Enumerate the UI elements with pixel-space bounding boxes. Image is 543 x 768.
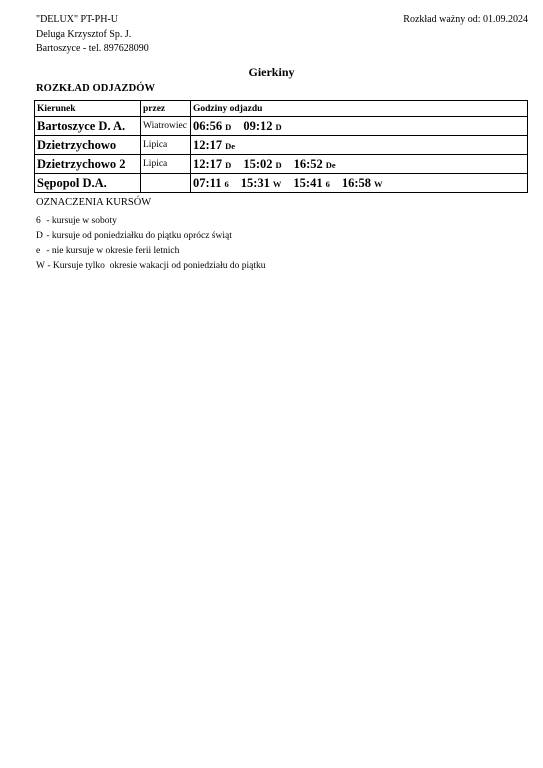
departure-time: 07:11 (193, 176, 222, 190)
departures-table (34, 100, 528, 193)
departure-time: 15:41 (293, 176, 323, 190)
header-via: przez (141, 101, 191, 117)
via-cell: Lipica (141, 136, 191, 155)
departure-time: 16:52 (293, 157, 323, 171)
departure-mark: 6 (325, 179, 330, 189)
direction-cell: Sępopol D.A. (35, 174, 141, 193)
departure-entry (243, 155, 281, 173)
company-owner: Deluga Krzysztof Sp. J. (36, 29, 132, 40)
departures-cell (191, 136, 528, 155)
company-phone: Bartoszyce - tel. 897628090 (36, 43, 149, 54)
departures-cell (191, 174, 528, 193)
legend-title: OZNACZENIA KURSÓW (36, 197, 152, 208)
header-direction: Kierunek (35, 101, 141, 117)
legend-item (36, 246, 179, 256)
direction-cell: Dzietrzychowo 2 (35, 155, 141, 174)
legend-code: 6 (36, 216, 41, 226)
legend-text: - nie kursuje w okresie ferii letnich (44, 246, 180, 256)
via-cell: Wiatrowiec (141, 117, 191, 136)
departure-time: 16:58 (341, 176, 371, 190)
departure-time: 09:12 (243, 119, 273, 133)
table-row (35, 117, 528, 136)
departure-mark: De (325, 160, 336, 170)
departure-entry (293, 174, 329, 192)
legend-text: - Kursuje tylko okresie wakacji od poniedziału do piątku (44, 261, 266, 271)
departure-mark: 6 (224, 179, 229, 189)
departures-cell (191, 117, 528, 136)
header-departures: Godziny odjazdu (191, 101, 528, 117)
valid-from-date: Rozkład ważny od: 01.09.2024 (403, 14, 528, 25)
table-row (35, 136, 528, 155)
departure-entry (193, 136, 235, 154)
departure-entry (294, 155, 336, 173)
departures-cell (191, 155, 528, 174)
departure-entry (241, 174, 282, 192)
departure-mark: D (275, 160, 282, 170)
departure-time: 06:56 (193, 119, 223, 133)
departure-mark: D (225, 122, 232, 132)
departure-mark: W (272, 179, 282, 189)
departure-mark: W (374, 179, 383, 189)
legend-item (36, 231, 232, 241)
departure-time: 15:02 (243, 157, 273, 171)
stop-name: Gierkiny (248, 65, 295, 79)
legend-code: e (36, 246, 41, 256)
departure-entry (193, 174, 229, 192)
via-cell: Lipica (141, 155, 191, 174)
legend-item (36, 261, 266, 271)
table-row (35, 174, 528, 193)
departure-mark: De (225, 141, 236, 151)
via-cell (141, 174, 191, 193)
departure-mark: D (225, 160, 232, 170)
departure-entry (342, 174, 383, 192)
direction-cell: Dzietrzychowo (35, 136, 141, 155)
departure-time: 12:17 (193, 157, 223, 171)
legend-text: - kursuje w soboty (44, 216, 117, 226)
company-name: "DELUX" PT-PH-U (36, 14, 118, 25)
departure-mark: D (275, 122, 282, 132)
departure-entry (243, 117, 281, 135)
table-row (35, 155, 528, 174)
legend-code: W (36, 261, 45, 271)
departure-time: 15:31 (240, 176, 270, 190)
legend-code: D (36, 231, 43, 241)
section-title: ROZKŁAD ODJAZDÓW (36, 83, 156, 94)
departure-entry (193, 155, 231, 173)
departure-entry (193, 117, 231, 135)
legend-text: - kursuje od poniedziałku do piątku oprócz świąt (44, 231, 232, 241)
departure-time: 12:17 (193, 138, 223, 152)
table-header-row (35, 101, 528, 117)
direction-cell: Bartoszyce D. A. (35, 117, 141, 136)
legend-item (36, 216, 117, 226)
